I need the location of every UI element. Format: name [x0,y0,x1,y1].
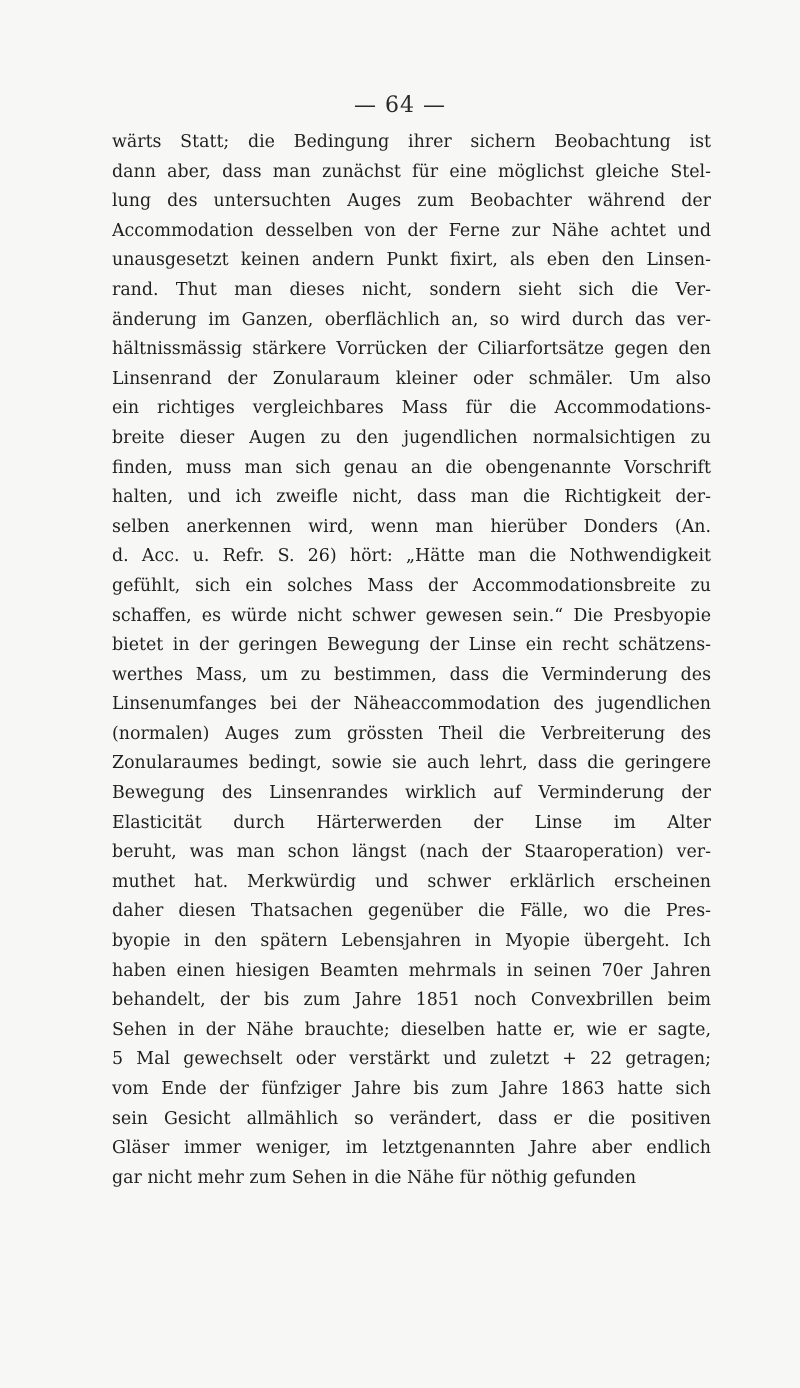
text-line: daher diesen Thatsachen gegenüber die Fälle, wo die Pres- [112,901,711,922]
text-line: (normalen) Auges zum grössten Theil die Verbreiterung des [112,723,711,744]
text-line: sein Gesicht allmählich so verändert, dass er die positiven [112,1108,711,1129]
text-line: lung des untersuchten Auges zum Beobachter während der [112,191,711,212]
text-line: hältnissmässig stärkere Vorrücken der Ciliarfortsätze gegen den [112,339,711,360]
text-line: Gläser immer weniger, im letztgenannten Jahre aber endlich [112,1138,711,1159]
text-line: unausgesetzt keinen andern Punkt fixirt, als eben den Linsen- [112,250,711,271]
text-line: Accommodation desselben von der Ferne zur Nähe achtet und [112,220,711,241]
text-line: gefühlt, sich ein solches Mass der Accommodationsbreite zu [112,575,711,596]
text-line: Zonularaumes bedingt, sowie sie auch lehrt, dass die geringere [112,753,711,774]
text-line: halten, und ich zweifle nicht, dass man die Richtigkeit der- [112,487,711,508]
text-line: ein richtiges vergleichbares Mass für die Accommodations- [112,398,711,419]
text-line: Elasticität durch Härterwerden der Linse im Alter [112,812,711,833]
text-line: schaffen, es würde nicht schwer gewesen sein.“ Die Presbyopie [112,605,711,626]
text-line: änderung im Ganzen, oberflächlich an, so wird durch das ver- [112,309,711,330]
text-line: Linsenumfanges bei der Näheaccommodation des jugendlichen [112,694,711,715]
page-body-text [112,128,711,1193]
text-line: dann aber, dass man zunächst für eine möglichst gleiche Stel- [112,161,711,182]
text-line: Sehen in der Nähe brauchte; dieselben hatte er, wie er sagte, [112,1019,711,1040]
text-line: bietet in der geringen Bewegung der Linse ein recht schätzens- [112,635,711,656]
text-line: selben anerkennen wird, wenn man hierüber Donders (An. [112,516,711,537]
text-line: Linsenrand der Zonularaum kleiner oder schmäler. Um also [112,368,711,389]
text-line: d. Acc. u. Refr. S. 26) hört: „Hätte man die Nothwendigkeit [112,546,711,567]
text-line: behandelt, der bis zum Jahre 1851 noch Convexbrillen beim [112,990,711,1011]
text-line: 5 Mal gewechselt oder verstärkt und zuletzt + 22 getragen; [112,1049,711,1070]
text-line: byopie in den spätern Lebensjahren in Myopie übergeht. Ich [112,931,711,952]
text-line: muthet hat. Merkwürdig und schwer erklärlich erscheinen [112,871,711,892]
text-line: wärts Statt; die Bedingung ihrer sichern Beobachtung ist [112,132,711,152]
text-line: breite dieser Augen zu den jugendlichen normalsichtigen zu [112,427,711,448]
text-line: gar nicht mehr zum Sehen in die Nähe für nöthig gefunden [112,1167,637,1188]
page-number-header: — 64 — [354,93,446,118]
text-line: beruht, was man schon längst (nach der Staaroperation) ver- [112,842,711,863]
text-line: Bewegung des Linsenrandes wirklich auf Verminderung der [112,783,711,804]
text-line: rand. Thut man dieses nicht, sondern sieht sich die Ver- [112,279,711,300]
text-line: finden, muss man sich genau an die obengenannte Vorschrift [112,457,711,478]
text-line: haben einen hiesigen Beamten mehrmals in seinen 70er Jahren [112,960,711,981]
text-line: vom Ende der fünfziger Jahre bis zum Jahre 1863 hatte sich [112,1079,711,1099]
text-line: werthes Mass, um zu bestimmen, dass die Verminderung des [112,664,711,685]
